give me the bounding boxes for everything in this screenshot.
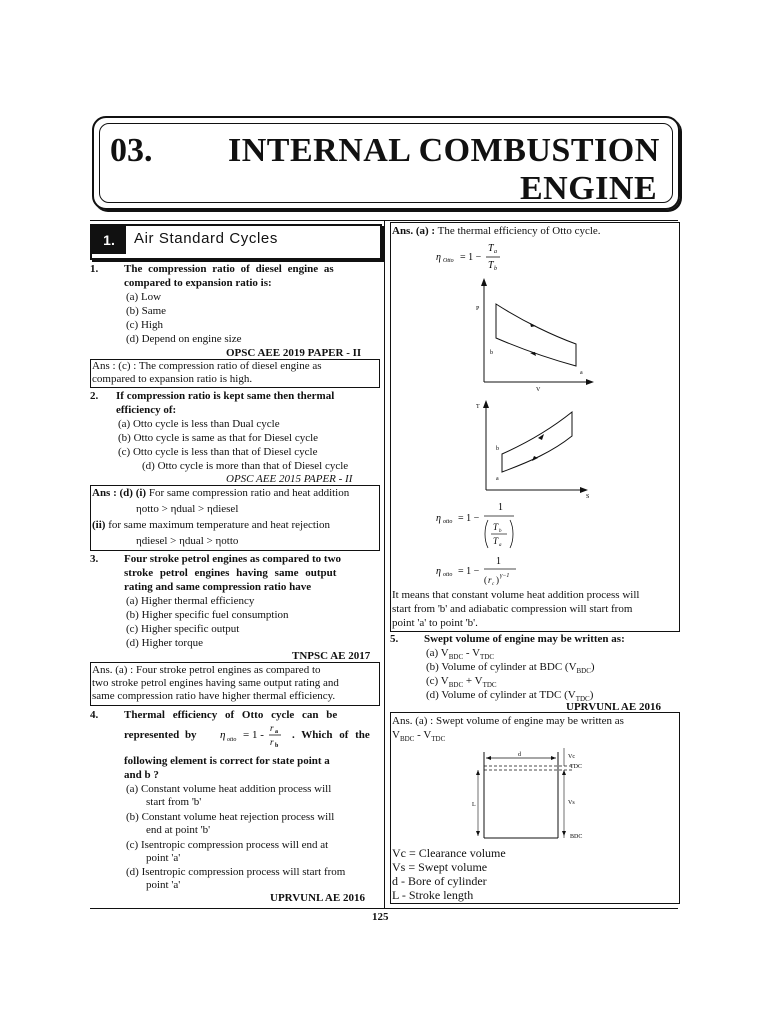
svg-text:a: a: [499, 543, 502, 548]
q4-otto-formula: [218, 720, 288, 750]
q5-option-c: (c) $V_{BDC} + V_{TDC}$: [426, 675, 497, 690]
svg-text:η: η: [436, 513, 441, 524]
q3-answer-line2: two stroke petrol engines having same output rating and: [92, 677, 339, 689]
q1-number: 1.: [90, 263, 99, 275]
q4-answer-line: [392, 224, 601, 238]
svg-text:c: c: [492, 582, 495, 587]
q4-option-a-line1: (a) Constant volume heat addition process will: [126, 783, 332, 795]
q4-text-line3: following element is correct for state point a: [124, 755, 330, 767]
pv-axis-p: P: [476, 306, 480, 312]
ts-point-a: a: [496, 476, 499, 482]
q3-text-line2: stroke petrol engines having same output: [124, 567, 337, 579]
q2-relation-2: ηdiesel > ηdual > ηotto: [136, 535, 239, 547]
q4-explanation-line1: It means that constant volume heat addition process will: [392, 589, 640, 601]
q1-option-a: (a) Low: [126, 291, 162, 303]
q3-option-c: (c) Higher specific output: [126, 623, 240, 635]
q2-source: OPSC AEE 2015 PAPER - II: [226, 473, 353, 485]
svg-text:= 1 −: = 1 −: [458, 513, 480, 524]
q4-source: UPRVUNL AE 2016: [270, 892, 365, 904]
bottom-rule: [90, 908, 678, 909]
q2-option-d: (d) Otto cycle is more than that of Diesel cycle: [142, 460, 349, 472]
legend-bore: d - Bore of cylinder: [392, 874, 487, 888]
q3-option-b: (b) Higher specific fuel consumption: [126, 609, 289, 621]
page-number: 125: [372, 911, 389, 923]
svg-text:r: r: [270, 723, 274, 733]
svg-text:η: η: [436, 566, 441, 577]
chapter-number: 03.: [110, 132, 153, 169]
pv-point-a: a: [580, 370, 583, 376]
svg-text:η: η: [220, 729, 226, 741]
q2-answer-label-ii: (ii): [92, 519, 106, 531]
cylinder-bore-label: d: [518, 752, 521, 758]
svg-text:η: η: [436, 252, 441, 263]
q5-option-d: (d) Volume of cylinder at TDC $(V_{TDC})$: [426, 689, 594, 704]
pv-diagram: [474, 276, 594, 392]
cylinder-vc-label: Vc: [568, 754, 575, 760]
q2-answer-line1: [92, 486, 349, 500]
svg-text:otto: otto: [443, 519, 453, 525]
svg-text:T: T: [493, 536, 499, 546]
q2-number: 2.: [90, 390, 99, 402]
svg-text:r: r: [488, 575, 492, 585]
legend-stroke-length: L - Stroke length: [392, 888, 474, 902]
q4-text-line2b: . Which of the: [292, 729, 370, 741]
svg-text:T: T: [488, 260, 494, 271]
svg-text:= 1 −: = 1 −: [458, 566, 480, 577]
otto-efficiency-formula-3: [434, 552, 534, 590]
svg-text:T: T: [488, 243, 494, 254]
svg-text:Otto: Otto: [443, 258, 454, 264]
q1-option-c: (c) High: [126, 319, 163, 331]
otto-efficiency-formula-1: [434, 238, 514, 272]
svg-text:): ): [496, 575, 499, 585]
q4-number: 4.: [90, 709, 99, 721]
q4-answer-label: Ans. (a) :: [392, 225, 436, 237]
q5-option-b-text: (b) Volume of cylinder at BDC (V: [426, 661, 577, 673]
legend-swept-volume: Vs = Swept volume: [392, 860, 488, 874]
pv-axis-v: V: [536, 387, 541, 392]
q2-answer-text2: for same maximum temperature and heat rejection: [105, 519, 330, 531]
ts-diagram: [474, 396, 594, 500]
q2-answer-line2: [92, 518, 330, 532]
q1-option-b: (b) Same: [126, 305, 167, 317]
q2-option-c: (c) Otto cycle is less than that of Diesel cycle: [118, 446, 318, 458]
q4-text-line2a: represented by: [124, 729, 197, 741]
q3-number: 3.: [90, 553, 99, 565]
q1-text-line1: The compression ratio of diesel engine as: [124, 263, 334, 275]
q4-option-d-line2: point 'a': [146, 879, 181, 891]
svg-text:= 1 −: = 1 −: [460, 252, 482, 263]
q5-answer-line2: $V_{BDC} - V_{TDC}$: [392, 729, 446, 744]
q3-text-line1: Four stroke petrol engines as compared to two: [124, 553, 342, 565]
svg-text:b: b: [499, 529, 502, 534]
cylinder-diagram: [472, 744, 602, 844]
cylinder-tdc-label: TDC: [570, 764, 582, 770]
svg-text:b: b: [275, 743, 279, 749]
q4-option-c-line1: (c) Isentropic compression process will end at: [126, 839, 329, 851]
q2-option-b: (b) Otto cycle is same as that for Diesel cycle: [118, 432, 319, 444]
q5-answer-line1: Ans. (a) : Swept volume of engine may be written as: [392, 715, 624, 727]
svg-text:otto: otto: [443, 572, 453, 578]
svg-text:otto: otto: [227, 737, 237, 743]
q5-source: UPRVUNL AE 2016: [566, 701, 661, 713]
q2-text-line1: If compression ratio is kept same then thermal: [116, 390, 335, 402]
q5-number: 5.: [390, 633, 399, 645]
q4-explanation-line3: point 'a' to point 'b'.: [392, 617, 478, 629]
q5-option-a-text: (a) V: [426, 647, 449, 659]
svg-text:1: 1: [498, 502, 503, 513]
svg-text:b: b: [494, 266, 497, 272]
svg-text:(: (: [484, 575, 487, 585]
q2-option-a: (a) Otto cycle is less than Dual cycle: [118, 418, 280, 430]
ts-axis-t: T: [476, 404, 480, 410]
q5-option-b: (b) Volume of cylinder at BDC $(V_{BDC})$: [426, 661, 595, 676]
svg-text:= 1 -: = 1 -: [243, 729, 264, 741]
q4-answer-text: The thermal efficiency of Otto cycle.: [435, 225, 601, 237]
q1-answer-line2: compared to expansion ratio is high.: [92, 373, 253, 385]
q1-answer-line1: Ans : (c) : The compression ratio of diesel engine as: [92, 360, 322, 372]
q1-source: OPSC AEE 2019 PAPER - II: [226, 347, 362, 359]
q4-option-a-line2: start from 'b': [146, 796, 202, 808]
q4-option-b-line1: (b) Constant volume heat rejection process will: [126, 811, 335, 823]
chapter-title-line1: INTERNAL COMBUSTION: [228, 132, 660, 169]
q3-text-line3: rating and same compression ratio have: [124, 581, 312, 593]
svg-text:γ−1: γ−1: [500, 573, 510, 579]
ts-point-b: b: [496, 446, 499, 452]
cylinder-bdc-label: BDC: [570, 834, 583, 840]
q3-answer-line1: Ans. (a) : Four stroke petrol engines as compared to: [92, 664, 321, 676]
q4-option-d-line1: (d) Isentropic compression process will start from: [126, 866, 346, 878]
otto-efficiency-formula-2: [434, 496, 534, 552]
column-divider: [384, 220, 385, 908]
q2-relation-1: ηotto > ηdual > ηdiesel: [136, 503, 239, 515]
q4-explanation-line2: start from 'b' and adiabatic compression will start from: [392, 603, 633, 615]
q2-text-line2: efficiency of:: [116, 404, 177, 416]
svg-text:r: r: [270, 737, 274, 747]
q2-answer-text1: For same compression ratio and heat addition: [146, 487, 350, 499]
legend-clearance-volume: Vc = Clearance volume: [392, 846, 506, 860]
q2-answer-label: Ans : (d) (i): [92, 487, 147, 499]
cylinder-vs-label: Vs: [568, 800, 575, 806]
q3-source: TNPSC AE 2017: [292, 650, 371, 662]
q3-option-d: (d) Higher torque: [126, 637, 203, 649]
q4-text-line1: Thermal efficiency of Otto cycle can be: [124, 709, 338, 721]
svg-text:1: 1: [496, 556, 501, 567]
section-number: 1.: [92, 226, 126, 254]
q4-option-c-line2: point 'a': [146, 852, 181, 864]
q3-answer-line3: same compression ratio have higher thermal efficiency.: [92, 690, 336, 702]
q1-text-line2: compared to expansion ratio is:: [124, 277, 272, 289]
q5-option-a: (a) $V_{BDC} - V_{TDC}$: [426, 647, 495, 662]
q3-option-a: (a) Higher thermal efficiency: [126, 595, 255, 607]
q1-option-d: (d) Depend on engine size: [126, 333, 242, 345]
pv-point-b: b: [490, 350, 493, 356]
chapter-title-line2: ENGINE: [520, 170, 658, 207]
svg-text:T: T: [493, 522, 499, 532]
q5-option-c-text: (c) V: [426, 675, 449, 687]
q5-option-d-text: (d) Volume of cylinder at TDC (V: [426, 689, 576, 701]
section-title: Air Standard Cycles: [134, 230, 278, 247]
svg-text:a: a: [494, 249, 497, 255]
q4-option-b-line2: end at point 'b': [146, 824, 211, 836]
q5-text: Swept volume of engine may be written as:: [424, 633, 625, 645]
svg-text:a: a: [275, 729, 278, 735]
cylinder-stroke-label: L: [472, 802, 476, 808]
ts-axis-s: S: [586, 494, 590, 500]
q4-text-line4: and b ?: [124, 769, 159, 781]
